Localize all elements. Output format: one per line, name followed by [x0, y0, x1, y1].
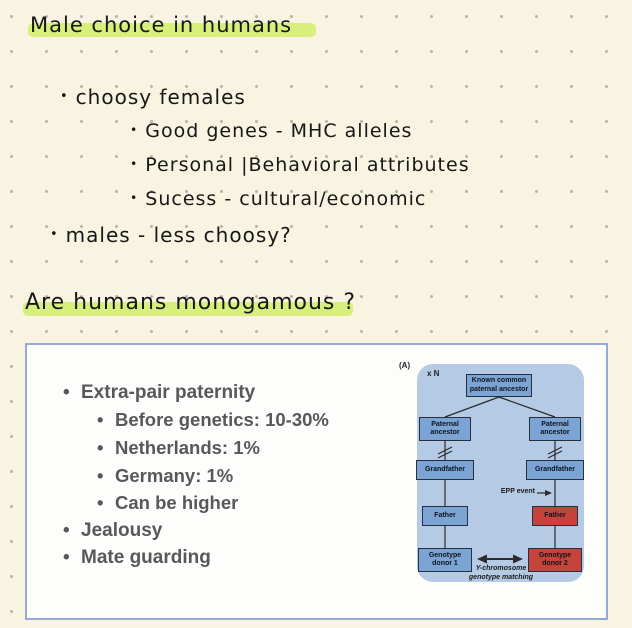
slide-bullet-before-genetics	[55, 407, 329, 435]
slide-bullet-jealousy	[55, 517, 329, 545]
slide-bullet-extra-pair	[55, 379, 329, 407]
node-father-right-epp: Father	[532, 506, 578, 526]
bullet-dot: •	[97, 464, 104, 486]
embedded-slide-image[interactable]	[25, 343, 608, 620]
slide-bullet-germany	[55, 462, 329, 490]
bullet-dot: •	[97, 409, 104, 431]
node-genotype-donor-2: Genotype donor 2	[528, 548, 582, 572]
slide-bullet-text: Mate guarding	[81, 547, 211, 569]
bullet-dot: •	[130, 190, 139, 205]
note-item-males-less-choosy	[50, 223, 292, 247]
bullet-dot: •	[50, 227, 59, 242]
slide-bullet-text: Germany: 1%	[115, 464, 234, 486]
bullet-dot: •	[60, 89, 69, 104]
note-item-choosy-females	[60, 85, 246, 109]
slide-bullet-netherlands	[55, 434, 329, 462]
slide-bullet-text: Before genetics: 10-30%	[115, 409, 329, 431]
node-paternal-ancestor-right: Paternal ancestor	[529, 417, 581, 441]
node-grandfather-left: Grandfather	[416, 460, 474, 480]
slide-bullet-can-be-higher	[55, 489, 329, 517]
note-item-personal-behavioral	[130, 154, 470, 176]
note-item-text: Personal |Behavioral attributes	[145, 154, 470, 176]
bullet-dot: •	[130, 122, 139, 137]
slide-bullet-list	[55, 379, 329, 572]
panel-letter-label: (A)	[399, 361, 411, 370]
note-item-text: choosy females	[75, 85, 246, 109]
note-item-text: Sucess - cultural/economic	[145, 188, 427, 210]
note-item-good-genes	[130, 120, 412, 142]
note-item-text: Good genes - MHC alleles	[145, 120, 413, 142]
note-item-text: males - less choosy?	[65, 223, 292, 247]
node-genotype-donor-1: Genotype donor 1	[418, 548, 472, 572]
bullet-dot: •	[63, 381, 70, 403]
bullet-dot: •	[130, 156, 139, 171]
node-known-common-ancestor: Known common paternal ancestor	[466, 374, 532, 397]
bullet-dot: •	[97, 492, 104, 514]
note-question	[25, 290, 356, 315]
note-item-success	[130, 188, 426, 210]
pedigree-figure	[399, 359, 613, 599]
node-paternal-ancestor-left: Paternal ancestor	[419, 417, 471, 441]
slide-bullet-text: Netherlands: 1%	[115, 436, 260, 458]
caption-line-1: Y-chromosome	[475, 565, 527, 572]
note-title	[30, 13, 292, 37]
caption-line-2: genotype matching	[468, 574, 534, 582]
bullet-dot: •	[97, 436, 104, 458]
note-title-text: Male choice in humans	[30, 13, 293, 37]
node-grandfather-right: Grandfather	[526, 460, 584, 480]
slide-bullet-text: Jealousy	[81, 519, 163, 541]
y-chromosome-caption	[465, 564, 537, 582]
epp-event-label: EPP event	[500, 488, 535, 495]
slide-bullet-mate-guarding	[55, 545, 329, 573]
bullet-dot: •	[63, 519, 70, 541]
slide-bullet-text: Extra-pair paternity	[81, 381, 256, 403]
bullet-dot: •	[63, 547, 70, 569]
multiplier-label: x N	[427, 369, 440, 378]
slide-bullet-text: Can be higher	[115, 492, 239, 514]
note-question-text: Are humans monogamous ?	[25, 290, 357, 315]
node-father-left: Father	[422, 506, 468, 526]
